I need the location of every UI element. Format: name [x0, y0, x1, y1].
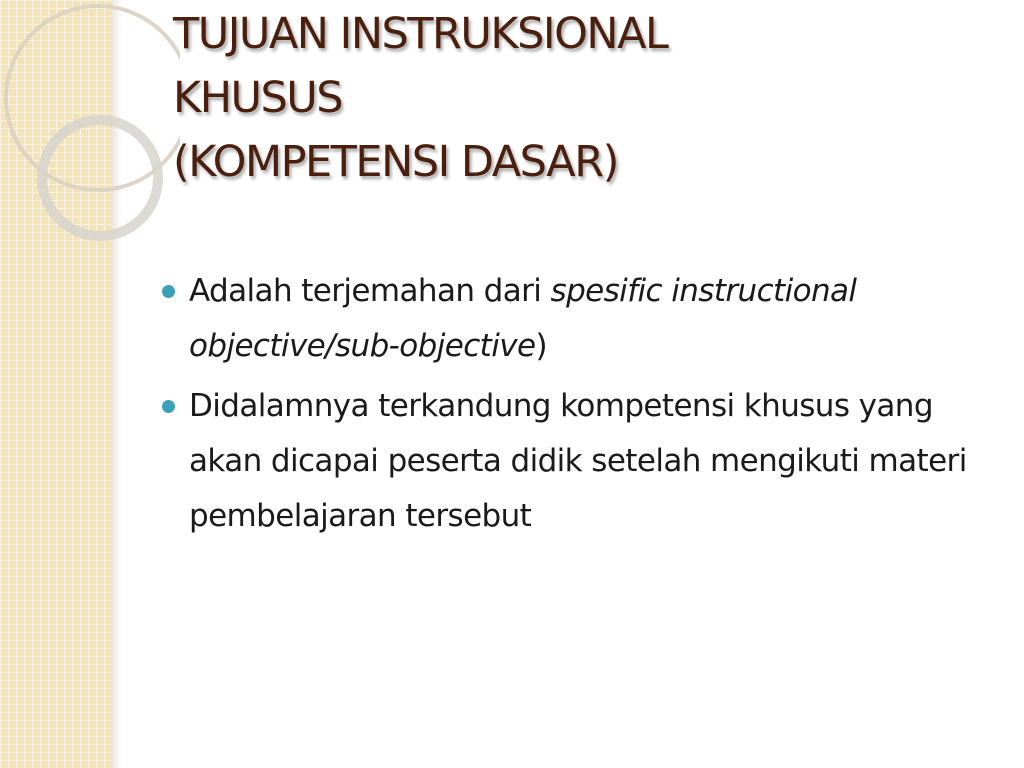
bullet-1-text: Adalah terjemahan dari — [189, 273, 551, 309]
bullet-dot-icon — [162, 400, 175, 413]
bullet-2-text: Didalamnya terkandung kompetensi khusus yang akan dicapai peserta didik setelah mengikuti materi pembelajaran tersebut — [189, 388, 967, 534]
decorative-rings-icon — [0, 0, 180, 260]
bullet-dot-icon — [162, 285, 175, 298]
slide-title — [173, 2, 993, 194]
title-line-3: (KOMPETENSI DASAR) — [173, 137, 618, 187]
bullet-item-1 — [160, 264, 990, 374]
title-line-1: TUJUAN INSTRUKSIONAL — [173, 9, 668, 59]
bullet-1-italic-text: spesific instructional objective/sub-objective — [189, 273, 857, 364]
bullet-1-end-text: ) — [535, 328, 547, 364]
bullet-list — [160, 264, 990, 549]
bullet-item-2 — [160, 379, 990, 544]
title-line-2: KHUSUS — [173, 73, 343, 123]
